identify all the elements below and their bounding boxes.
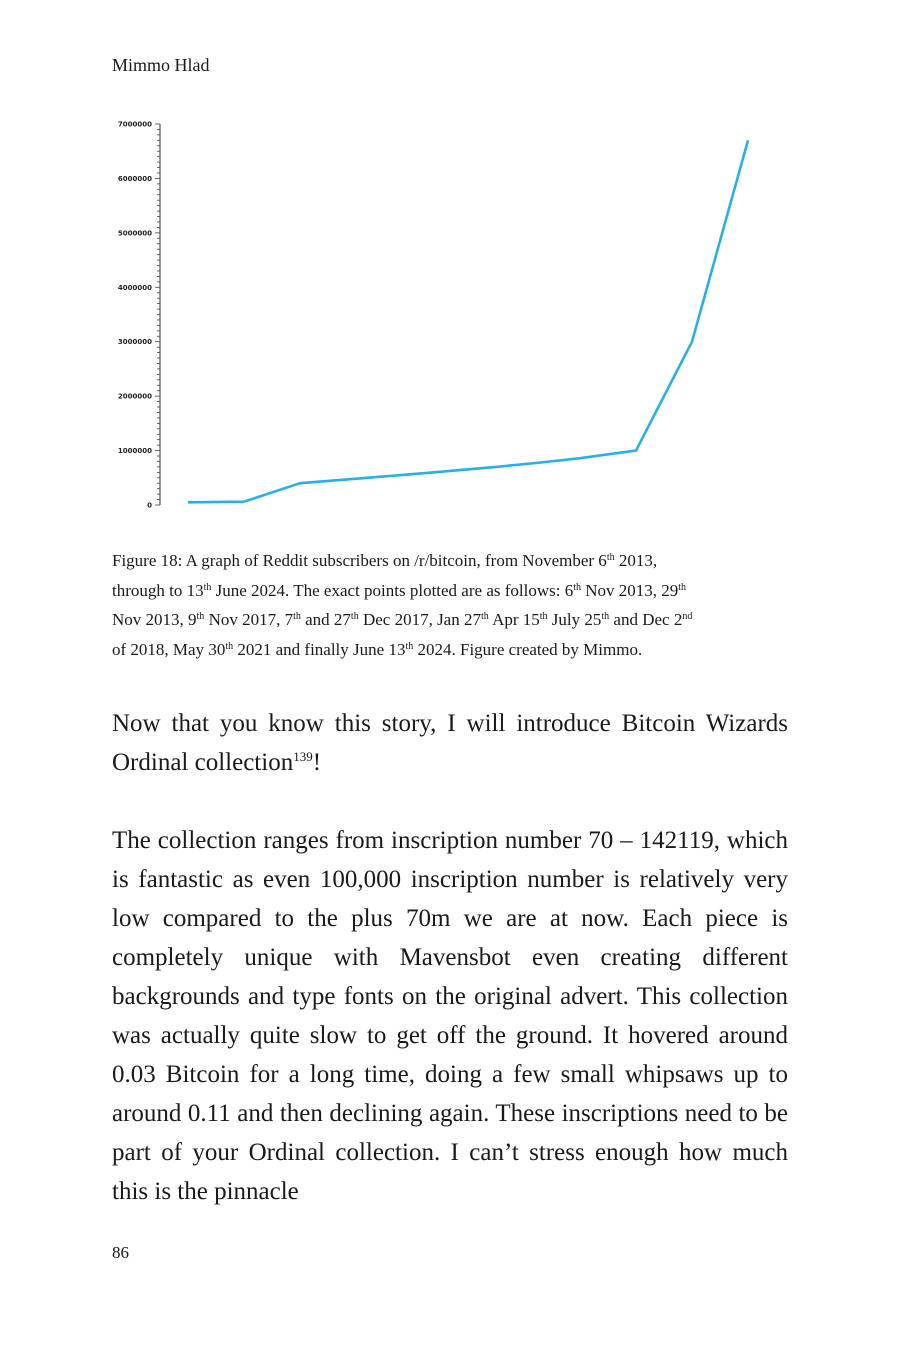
y-tick-label: 5000000: [117, 229, 152, 238]
y-tick-label: 7000000: [117, 120, 152, 129]
caption-line-4: of 2018, May 30th 2021 and finally June 13th 2024. Figure created by Mimmo.: [112, 639, 643, 659]
caption-line-2: through to 13th June 2024. The exact points plotted are as follows: 6th Nov 2013, 29th: [112, 580, 687, 600]
y-tick-label: 3000000: [117, 338, 152, 347]
y-tick-label: 4000000: [117, 283, 152, 292]
body-paragraph-2: The collection ranges from inscription number 70 – 142119, which is fantastic as even 100,000 inscription number is relatively very low compared to the plus 70m we are at now. Each piece is completely unique with Mavensbot even creating different backgrounds and type fonts on the original advert. This collection was actually quite slow to get off the ground. It hovered around 0.03 Bitcoin for a long time, doing a few small whipsaws up to around 0.11 and then declining again. These inscriptions need to be part of your Ordinal collection. I can’t stress enough how much this is the pinnacle: [112, 827, 788, 1205]
page-number: 86: [112, 1243, 129, 1262]
y-axis-ticks: [118, 121, 160, 510]
caption-line-3: Nov 2013, 9th Nov 2017, 7th and 27th Dec 2017, Jan 27th Apr 15th July 25th and Dec 2nd: [112, 610, 693, 629]
subscribers-line-chart: [100, 110, 780, 530]
caption-line-1: Figure 18: A graph of Reddit subscribers on /r/bitcoin, from November 6th 2013,: [112, 551, 658, 570]
y-tick-label: 1000000: [117, 447, 152, 456]
series-line-group: [188, 140, 748, 502]
footnote-ref[interactable]: 139: [293, 749, 313, 764]
series-line-subscribers: [188, 140, 748, 502]
y-tick-label: 6000000: [117, 174, 152, 183]
running-head-author: Mimmo Hlad: [112, 55, 210, 75]
y-tick-label: 0: [147, 501, 152, 510]
figure-caption: [112, 546, 788, 664]
y-tick-label: 2000000: [117, 392, 152, 401]
body-paragraph-1: Now that you know this story, I will introduce Bitcoin Wizards Ordinal collection$^{139}$!: [112, 710, 788, 776]
